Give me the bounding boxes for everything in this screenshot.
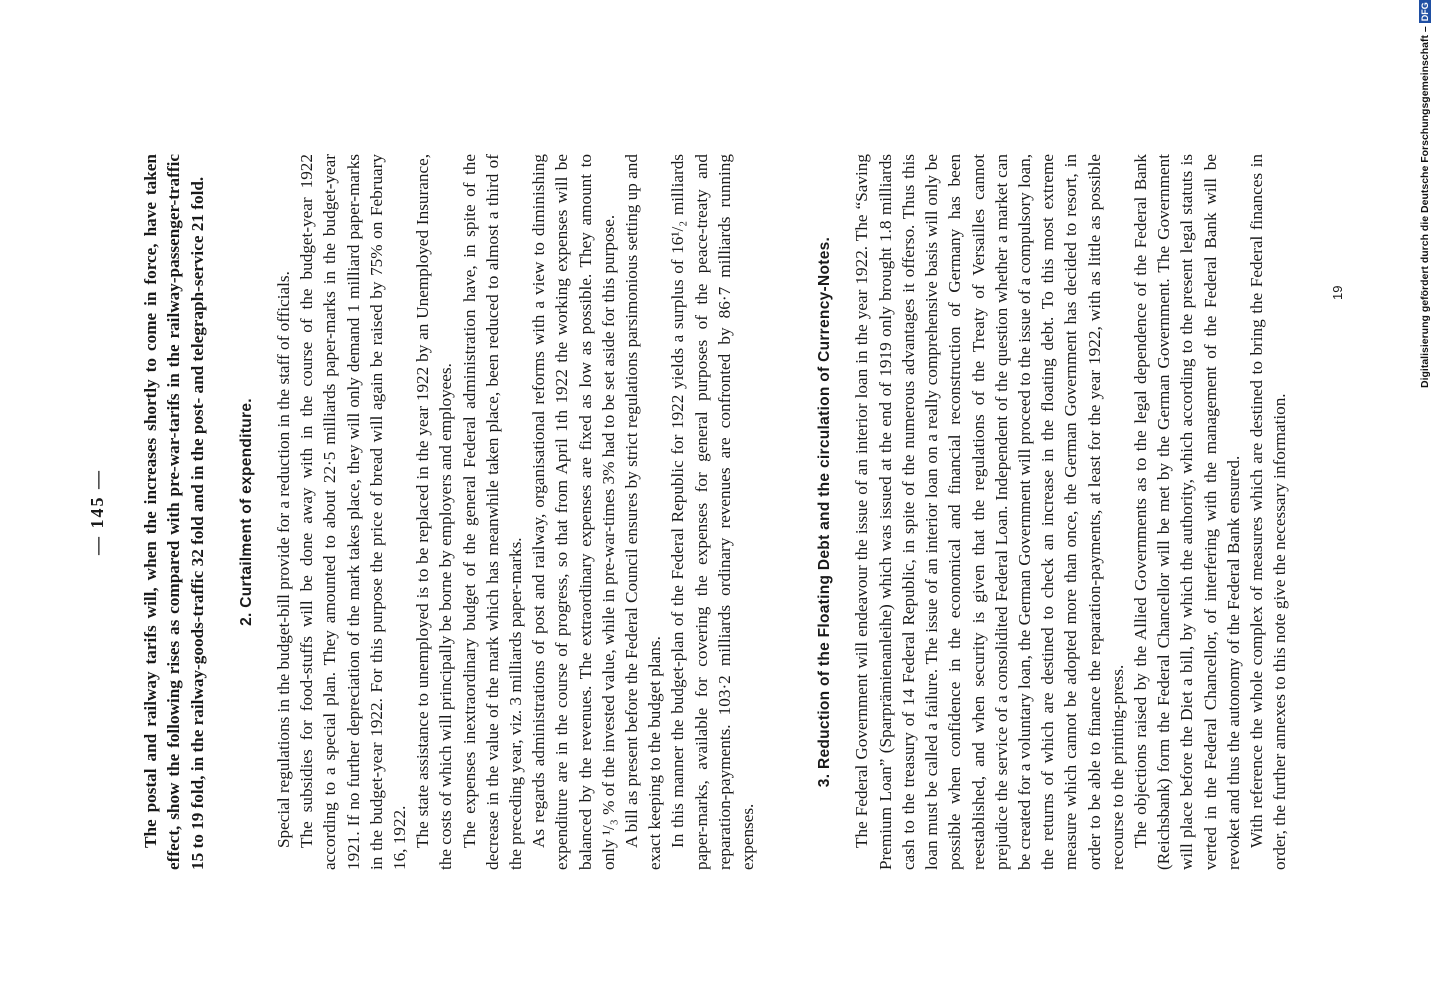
page-number: — 145 —	[87, 469, 107, 555]
dfg-logo: DFG	[1420, 2, 1430, 22]
section-3-paragraph: The objections raised by the Allied Governments as to the legal dependence of the Federal Bank (Reichsbank) form the Federal Chancellor will be met by the German Government. The Government will place before the Diet a bill, by which the authority, which according to the present legal statuts is verted in the Federal Chancellor, of interfering with the management of the Federal Bank will be revoket and thus the autonomy of the Federal Bank ensured.	[1130, 154, 1243, 870]
section-2-paragraph: As regards administrations of post and railway, organisational reforms with a view to diminishing expenditure are in the course of progress, so that from April 1th 1922 the working expenses will be balanced by the revenues. The extraordinary expenses are fixed as low as possible. They amount to only ¹/₃ % of the invested value, while in pre-war-times 3% had to be set aside for this purpose.	[529, 154, 618, 870]
section-3-paragraph: With reference the whole complex of measures which are destined to bring the Federal finances in order, the further annexes to this note give the necessary information.	[1246, 154, 1290, 870]
section-spacer	[759, 154, 787, 870]
digitization-note-text: Digitalisierung gefördert durch die Deutsche Forschungsgemeinschaft –	[1419, 26, 1431, 388]
digitization-note	[1418, 2, 1432, 388]
section-2-paragraph: A bill as present before the Federal Council ensures by strict regulations parsimonious setting up and exact keeping to the budget plans.	[622, 154, 665, 870]
section-2-paragraph: Special regulations in the budget-bill provide for a reduction in the staff of officials.	[274, 271, 294, 848]
section-2-heading: 2. Curtailment of expenditure.	[237, 398, 255, 626]
section-3-paragraph: The Federal Government will endeavour the issue of an interior loan in the year 1922. The “Saving Premium Loan” (Sparprämienanleihe) which was issued at the end of 1919 only brought 1.8 milliards cash to the treasury of 14 Federal Republic, in spite of the numerous advantages it offerso. Thus this loan must be called a failure. The issue of an interior loan on a really comprehensive basis will only be possible when confidence in the economical and financial reconstruction of Germany has been reestablished, and when security is given that the regulations of the Treaty of Versailles cannot prejudice the service of a consolidited Federal Loan. Independent of the question whether a market can be created for a voluntary loan, the German Government will proceed to the issue of a compulsory loan, the returns of which are destined to check an increase in the floating debt. To this most extreme measure which cannot be adopted more than once, the German Government has decided to resort, in order to be able to finance the reparation-payments, at least for the year 1922, with as little as possible recourse to the printing-press.	[852, 154, 1127, 870]
section-2-paragraph: The expenses inextraordinary budget of the general Federal administration have, in spite of the decrease in the value of the mark which has meanwhile taken place, been reduced to almost a third of the preceding year, viz. 3 milliards paper-marks.	[459, 154, 526, 870]
section-2-paragraph: The state assistance to unemployed is to be replaced in the year 1922 by an Unemployed Insurance, the costs of which will principally be borne by employers and employees.	[413, 154, 456, 870]
page-content	[86, 154, 1291, 870]
intro-paragraph: The postal and railway tarifs will, when the increases shortly to come in force, have taken effect, show the following rises as compared with pre-war-tarifs in the railway-passenger-traffic 15 to 19 fold, in the railway-goods-traffic 32 fold and in the post- and telegraph-service 21 fold.	[141, 154, 207, 870]
sheet-mark: 19	[1330, 285, 1345, 300]
section-2-paragraph: In this manner the budget-plan of the Federal Republic for 1922 yields a surplus of 16¹/₂ milliards paper-marks, available for covering the expenses for general purposes of the peace-treaty and reparation-payments. 103·2 milliards ordinary revenues are confronted by 86·7 milliards running expenses.	[668, 154, 758, 870]
section-2-paragraph: The subsidies for food-stuffs will be done away with in the course of the budget-year 1922 according to a special plan. They amounted to about 22·5 milliards paper-marks in the budget-year 1921. If no further depreciation of the mark takes place, they will only demand 1 milliard paper-marks in the budget-year 1922. For this purpose the price of bread will again be raised by 75% on February 16, 1922.	[297, 154, 410, 870]
section-3-heading: 3. Reduction of the Floating Debt and the circulation of Currency-Notes.	[816, 236, 834, 788]
